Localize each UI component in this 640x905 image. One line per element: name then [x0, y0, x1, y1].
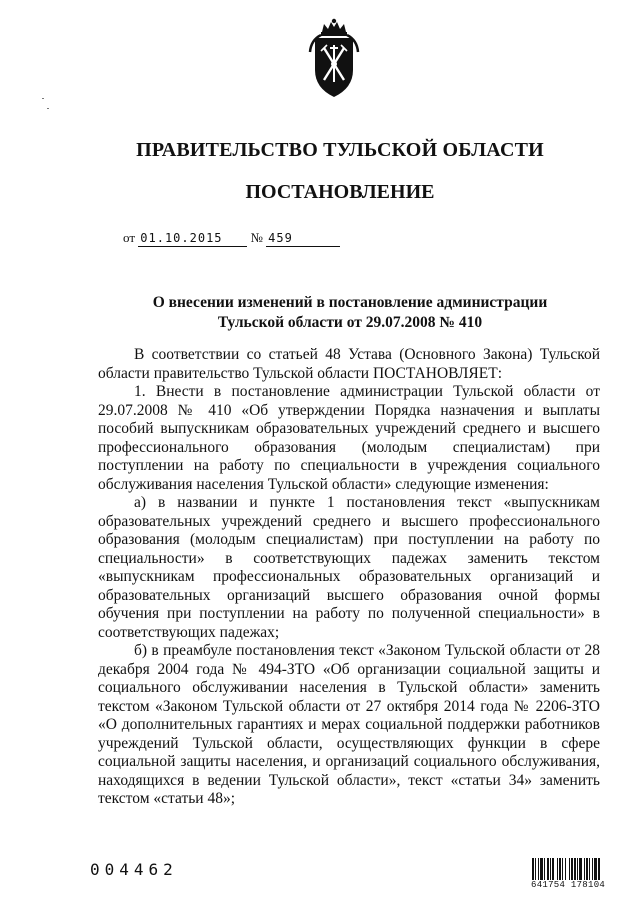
paragraph: 1. Внести в постановление администрации Тульской области от 29.07.2008 № 410 «Об утверждении Порядка назначения и выплаты пособий выпускникам образовательных учреждений среднего и высшего профессионального образования (молодым специалистам) при поступлении на работу по специальности в учреждения социального обслуживания населения Тульской области» следующие изменения:	[98, 383, 600, 493]
heading-line: О внесении изменений в постановление администрации	[152, 294, 548, 311]
paragraph: В соответствии со статьей 48 Устава (Основного Закона) Тульской области правительство Тульской области ПОСТАНОВЛЯЕТ:	[98, 346, 600, 382]
document-date: 01.10.2015	[138, 231, 247, 247]
barcode-bar	[592, 858, 593, 880]
document-type: ПОСТАНОВЛЕНИЕ	[245, 181, 435, 203]
barcode-bar	[594, 858, 597, 880]
paragraph: б) в преамбуле постановления текст «Законом Тульской области от 28 декабря 2004 года № 494-ЗТО «Об организации социальной защиты и социального обслуживании населения в Тульской области» заменить текстом «Законом Тульской области от 27 октября 2014 года № 2206-ЗТО «О дополнительных гарантиях и мерах социальной поддержки работников учреждений Тульской области, осуществляющих функции в сфере социальной защиты населения, и организаций социального обслуживания, находящихся в ведении Тульской области», текст «статьи 34» заменить текстом «статьи 48»;	[98, 642, 600, 807]
barcode-bar	[538, 858, 539, 880]
document-number: 459	[266, 231, 340, 247]
barcode-bar	[571, 858, 573, 880]
date-number-line	[123, 230, 340, 247]
barcode-bar	[559, 858, 561, 880]
government-title: ПРАВИТЕЛЬСТВО ТУЛЬСКОЙ ОБЛАСТИ	[136, 139, 544, 161]
barcode-bar	[547, 858, 549, 880]
barcode-bar	[569, 858, 570, 880]
barcode-bar	[557, 858, 558, 880]
barcode-icon	[531, 858, 623, 880]
serial-number: 004462	[90, 860, 178, 879]
barcode-bar	[565, 858, 566, 880]
barcode-digits: 641754 178104	[531, 880, 606, 890]
barcode	[531, 858, 623, 890]
barcode-bar	[598, 858, 600, 880]
scan-speck	[47, 108, 49, 109]
barcode-bar	[584, 858, 585, 880]
barcode-bar	[574, 858, 576, 880]
barcode-bar	[544, 858, 545, 880]
barcode-bar	[532, 858, 534, 880]
document-heading	[100, 293, 600, 333]
barcode-bar	[535, 858, 536, 880]
document-body	[98, 346, 600, 809]
barcode-bar	[589, 858, 590, 880]
date-label: от	[123, 230, 136, 245]
barcode-bar	[540, 858, 543, 880]
coat-of-arms-icon	[307, 18, 361, 100]
barcode-bar	[577, 858, 578, 880]
number-label: №	[250, 230, 263, 245]
scan-speck	[42, 98, 44, 99]
barcode-bar	[552, 858, 554, 880]
barcode-bar	[562, 858, 563, 880]
heading-line: Тульской области от 29.07.2008 № 410	[217, 314, 483, 331]
barcode-bar	[586, 858, 588, 880]
barcode-bar	[550, 858, 551, 880]
paragraph: а) в названии и пункте 1 постановления текст «выпускникам образовательных учреждений среднего и высшего профессионального образования (молодым специалистам) при поступлении на работу по специальности» в соответствующих падежах заменить текстом «выпускникам профессиональных образовательных организаций и образовательных организаций высшего образования очной формы обучения при поступлении на работу по полученной специальности» в соответствующих падежах;	[98, 494, 600, 641]
barcode-bar	[579, 858, 582, 880]
